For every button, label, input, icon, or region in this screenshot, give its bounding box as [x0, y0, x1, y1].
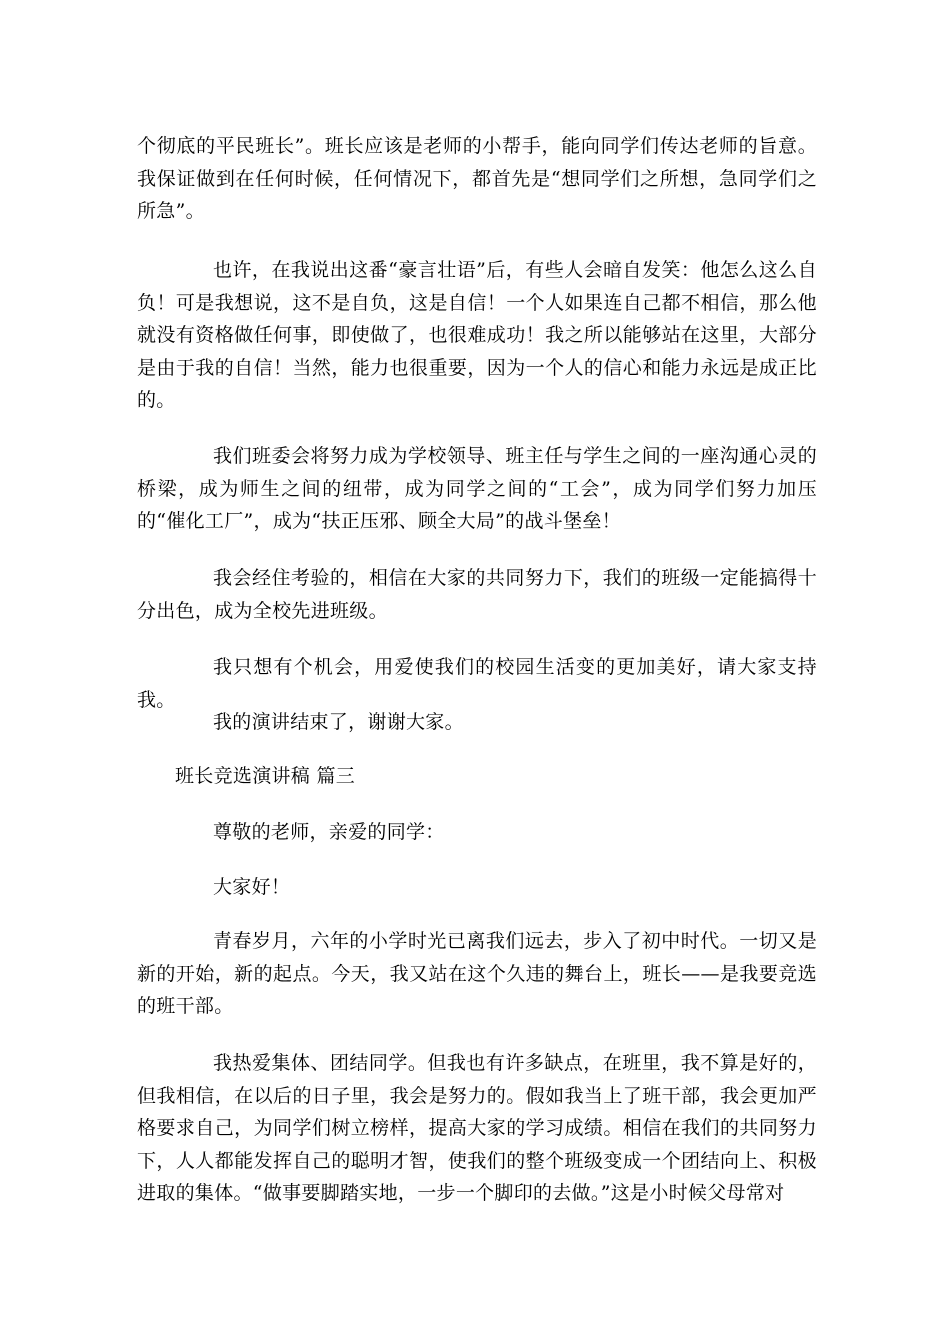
paragraph-6: 我的演讲结束了，谢谢大家。	[213, 711, 464, 733]
paragraph-greeting: 大家好！	[213, 876, 291, 898]
paragraph-5: 我只想有个机会，用爱使我们的校园生活变的更加美好，请大家支持我。	[137, 656, 817, 711]
paragraph-7: 青春岁月，六年的小学时光已离我们远去，步入了初中时代。一切又是新的开始，新的起点。今天，我又站在这个久违的舞台上，班长——是我要竞选的班干部。	[137, 930, 817, 1017]
paragraph-3: 我们班委会将努力成为学校领导、班主任与学生之间的一座沟通心灵的桥梁，成为师生之间的纽带，成为同学之间的“工会”，成为同学们努力加压的“催化工厂”，成为“扶正压邪、顾全大局”的战斗堡垒！	[137, 445, 817, 532]
paragraph-salutation: 尊敬的老师，亲爱的同学：	[213, 821, 445, 843]
paragraph-8: 我热爱集体、团结同学。但我也有许多缺点，在班里，我不算是好的，但我相信，在以后的日子里，我会是努力的。假如我当上了班干部，我会更加严格要求自己，为同学们树立榜样，提高大家的学习成绩。相信在我们的共同努力下，人人都能发挥自己的聪明才智，使我们的整个班级变成一个团结向上、积极进取的集体。“做事要脚踏实地，一步一个脚印的去做。”这是小时候父母常对	[137, 1052, 817, 1204]
section-heading: 班长竞选演讲稿 篇三	[175, 765, 356, 787]
paragraph-4: 我会经住考验的，相信在大家的共同努力下，我们的班级一定能搞得十分出色，成为全校先进班级。	[137, 567, 817, 622]
paragraph-1: 个彻底的平民班长”。班长应该是老师的小帮手，能向同学们传达老师的旨意。我保证做到在任何时候，任何情况下，都首先是“想同学们之所想，急同学们之所急”。	[137, 135, 817, 222]
paragraph-2: 也许，在我说出这番“豪言壮语”后，有些人会暗自发笑：他怎么这么自负！可是我想说，这不是自负，这是自信！一个人如果连自己都不相信，那么他就没有资格做任何事，即使做了，也很难成功！我之所以能够站在这里，大部分是由于我的自信！当然，能力也很重要，因为一个人的信心和能力永远是成正比的。	[137, 259, 817, 411]
